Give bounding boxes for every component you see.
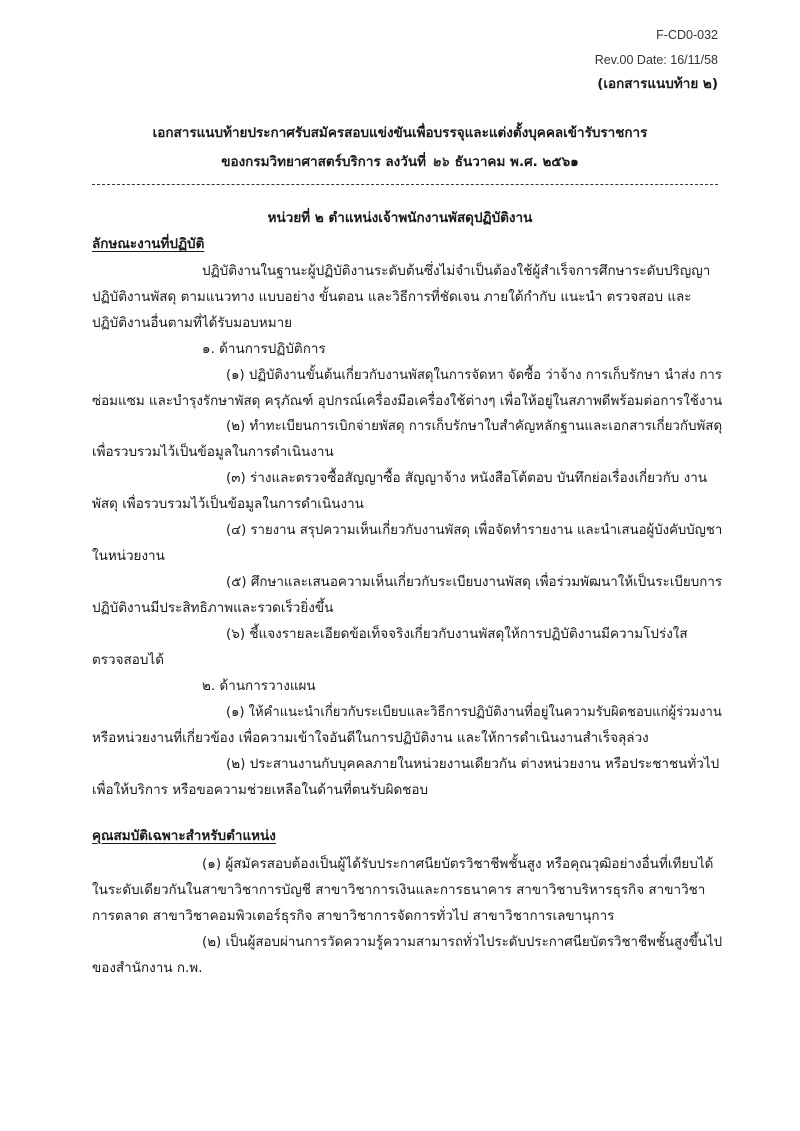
header-line-1: เอกสารแนบท้ายประกาศรับสมัครสอบแข่งขันเพื่อบรรจุและแต่งตั้งบุคคลเข้ารับราชการ [152,125,648,141]
revision-date: Rev.00 Date: 16/11/58 [594,53,718,67]
intro-line: ปฏิบัติงานในฐานะผู้ปฏิบัติงานระดับต้นซึ่งไม่จำเป็นต้องใช้ผู้สำเร็จการศึกษาระดับปริญญา [202,263,711,279]
handwritten-date: ๒๖ [431,155,449,170]
header-line-2-suffix: ธันวาคม พ.ศ. ๒๕๖๑ [454,154,579,170]
unit-title: หน่วยที่ ๒ ตำแหน่งเจ้าพนักงานพัสดุปฏิบัติงาน [267,210,533,226]
operations-line: ตรวจสอบได้ [92,652,164,668]
qualification-line: (๒) เป็นผู้สอบผ่านการวัดความรู้ความสามารถทั่วไประดับประกาศนียบัตรวิชาชีพชั้นสูงขึ้นไป [202,934,723,950]
operations-line: (๑) ปฏิบัติงานขั้นต้นเกี่ยวกับงานพัสดุในการจัดหา จัดซื้อ ว่าจ้าง การเก็บรักษา นำส่ง การ [226,367,722,383]
operations-line: (๖) ชี้แจงรายละเอียดข้อเท็จจริงเกี่ยวกับงานพัสดุให้การปฏิบัติงานมีความโปร่งใส [226,626,688,642]
section-heading-qualifications: คุณสมบัติเฉพาะสำหรับตำแหน่ง [92,828,276,844]
operations-line: (๕) ศึกษาและเสนอความเห็นเกี่ยวกับระเบียบงานพัสดุ เพื่อร่วมพัฒนาให้เป็นระเบียบการ [226,574,723,590]
section-heading-job-description: ลักษณะงานที่ปฏิบัติ [92,236,205,252]
planning-line: เพื่อให้บริการ หรือขอความช่วยเหลือในด้านที่ตนรับผิดชอบ [92,782,429,798]
header-line-2 [0,152,800,173]
planning-line: หรือหน่วยงานที่เกี่ยวข้อง เพื่อความเข้าใจอันดีในการปฏิบัติงาน และให้การดำเนินงานสำเร็จลุล่วง [92,730,649,746]
form-code: F-CD0-032 [656,28,718,42]
operations-line: ปฏิบัติงานมีประสิทธิภาพและรวดเร็วยิ่งขึ้น [92,600,334,616]
dashed-divider [92,184,718,185]
qualification-line: ของสำนักงาน ก.พ. [92,960,203,976]
operations-line: ในหน่วยงาน [92,548,165,564]
attachment-label: (เอกสารแนบท้าย ๒) [597,76,718,92]
header-line-2-prefix: ของกรมวิทยาศาสตร์บริการ ลงวันที่ [221,154,426,170]
operations-line: (๓) ร่างและตรวจซื้อสัญญาซื้อ สัญญาจ้าง หนังสือโต้ตอบ บันทึกย่อเรื่องเกี่ยวกับ งาน [226,470,708,486]
subsection-heading-planning: ๒. ด้านการวางแผน [202,678,316,694]
planning-line: (๒) ประสานงานกับบุคคลภายในหน่วยงานเดียวกัน ต่างหน่วยงาน หรือประชาชนทั่วไป [226,756,720,772]
intro-line: ปฏิบัติงานอื่นตามที่ได้รับมอบหมาย [92,315,293,331]
subsection-heading-operations: ๑. ด้านการปฏิบัติการ [202,341,326,357]
operations-line: พัสดุ เพื่อรวบรวมไว้เป็นข้อมูลในการดำเนินงาน [92,496,364,512]
operations-line: เพื่อรวบรวมไว้เป็นข้อมูลในการดำเนินงาน [92,444,334,460]
qualification-line: การตลาด สาขาวิชาคอมพิวเตอร์ธุรกิจ สาขาวิชาการจัดการทั่วไป สาขาวิชาการเลขานุการ [92,908,615,924]
operations-line: (๔) รายงาน สรุปความเห็นเกี่ยวกับงานพัสดุ เพื่อจัดทำรายงาน และนำเสนอผู้บังคับบัญชา [226,522,723,538]
qualification-line: ในระดับเดียวกันในสาขาวิชาการบัญชี สาขาวิชาการเงินและการธนาคาร สาขาวิชาบริหารธุรกิจ สาขาวิชา [92,882,706,898]
operations-line: (๒) ทำทะเบียนการเบิกจ่ายพัสดุ การเก็บรักษาใบสำคัญหลักฐานและเอกสารเกี่ยวกับพัสดุ [226,418,723,434]
operations-line: ซ่อมแซม และบำรุงรักษาพัสดุ ครุภัณฑ์ อุปกรณ์เครื่องมือเครื่องใช้ต่างๆ เพื่อให้อยู่ในสภาพดีพร้อมต่อการใช้งาน [92,393,723,409]
qualification-line: (๑) ผู้สมัครสอบต้องเป็นผู้ได้รับประกาศนียบัตรวิชาชีพชั้นสูง หรือคุณวุฒิอย่างอื่นที่เทียบได้ [202,856,714,872]
planning-line: (๑) ให้คำแนะนำเกี่ยวกับระเบียบและวิธีการปฏิบัติงานที่อยู่ในความรับผิดชอบแก่ผู้ร่วมงาน [226,704,722,720]
intro-line: ปฏิบัติงานพัสดุ ตามแนวทาง แบบอย่าง ขั้นตอน และวิธีการที่ชัดเจน ภายใต้กำกับ แนะนำ ตรวจสอบ และ [92,289,692,305]
